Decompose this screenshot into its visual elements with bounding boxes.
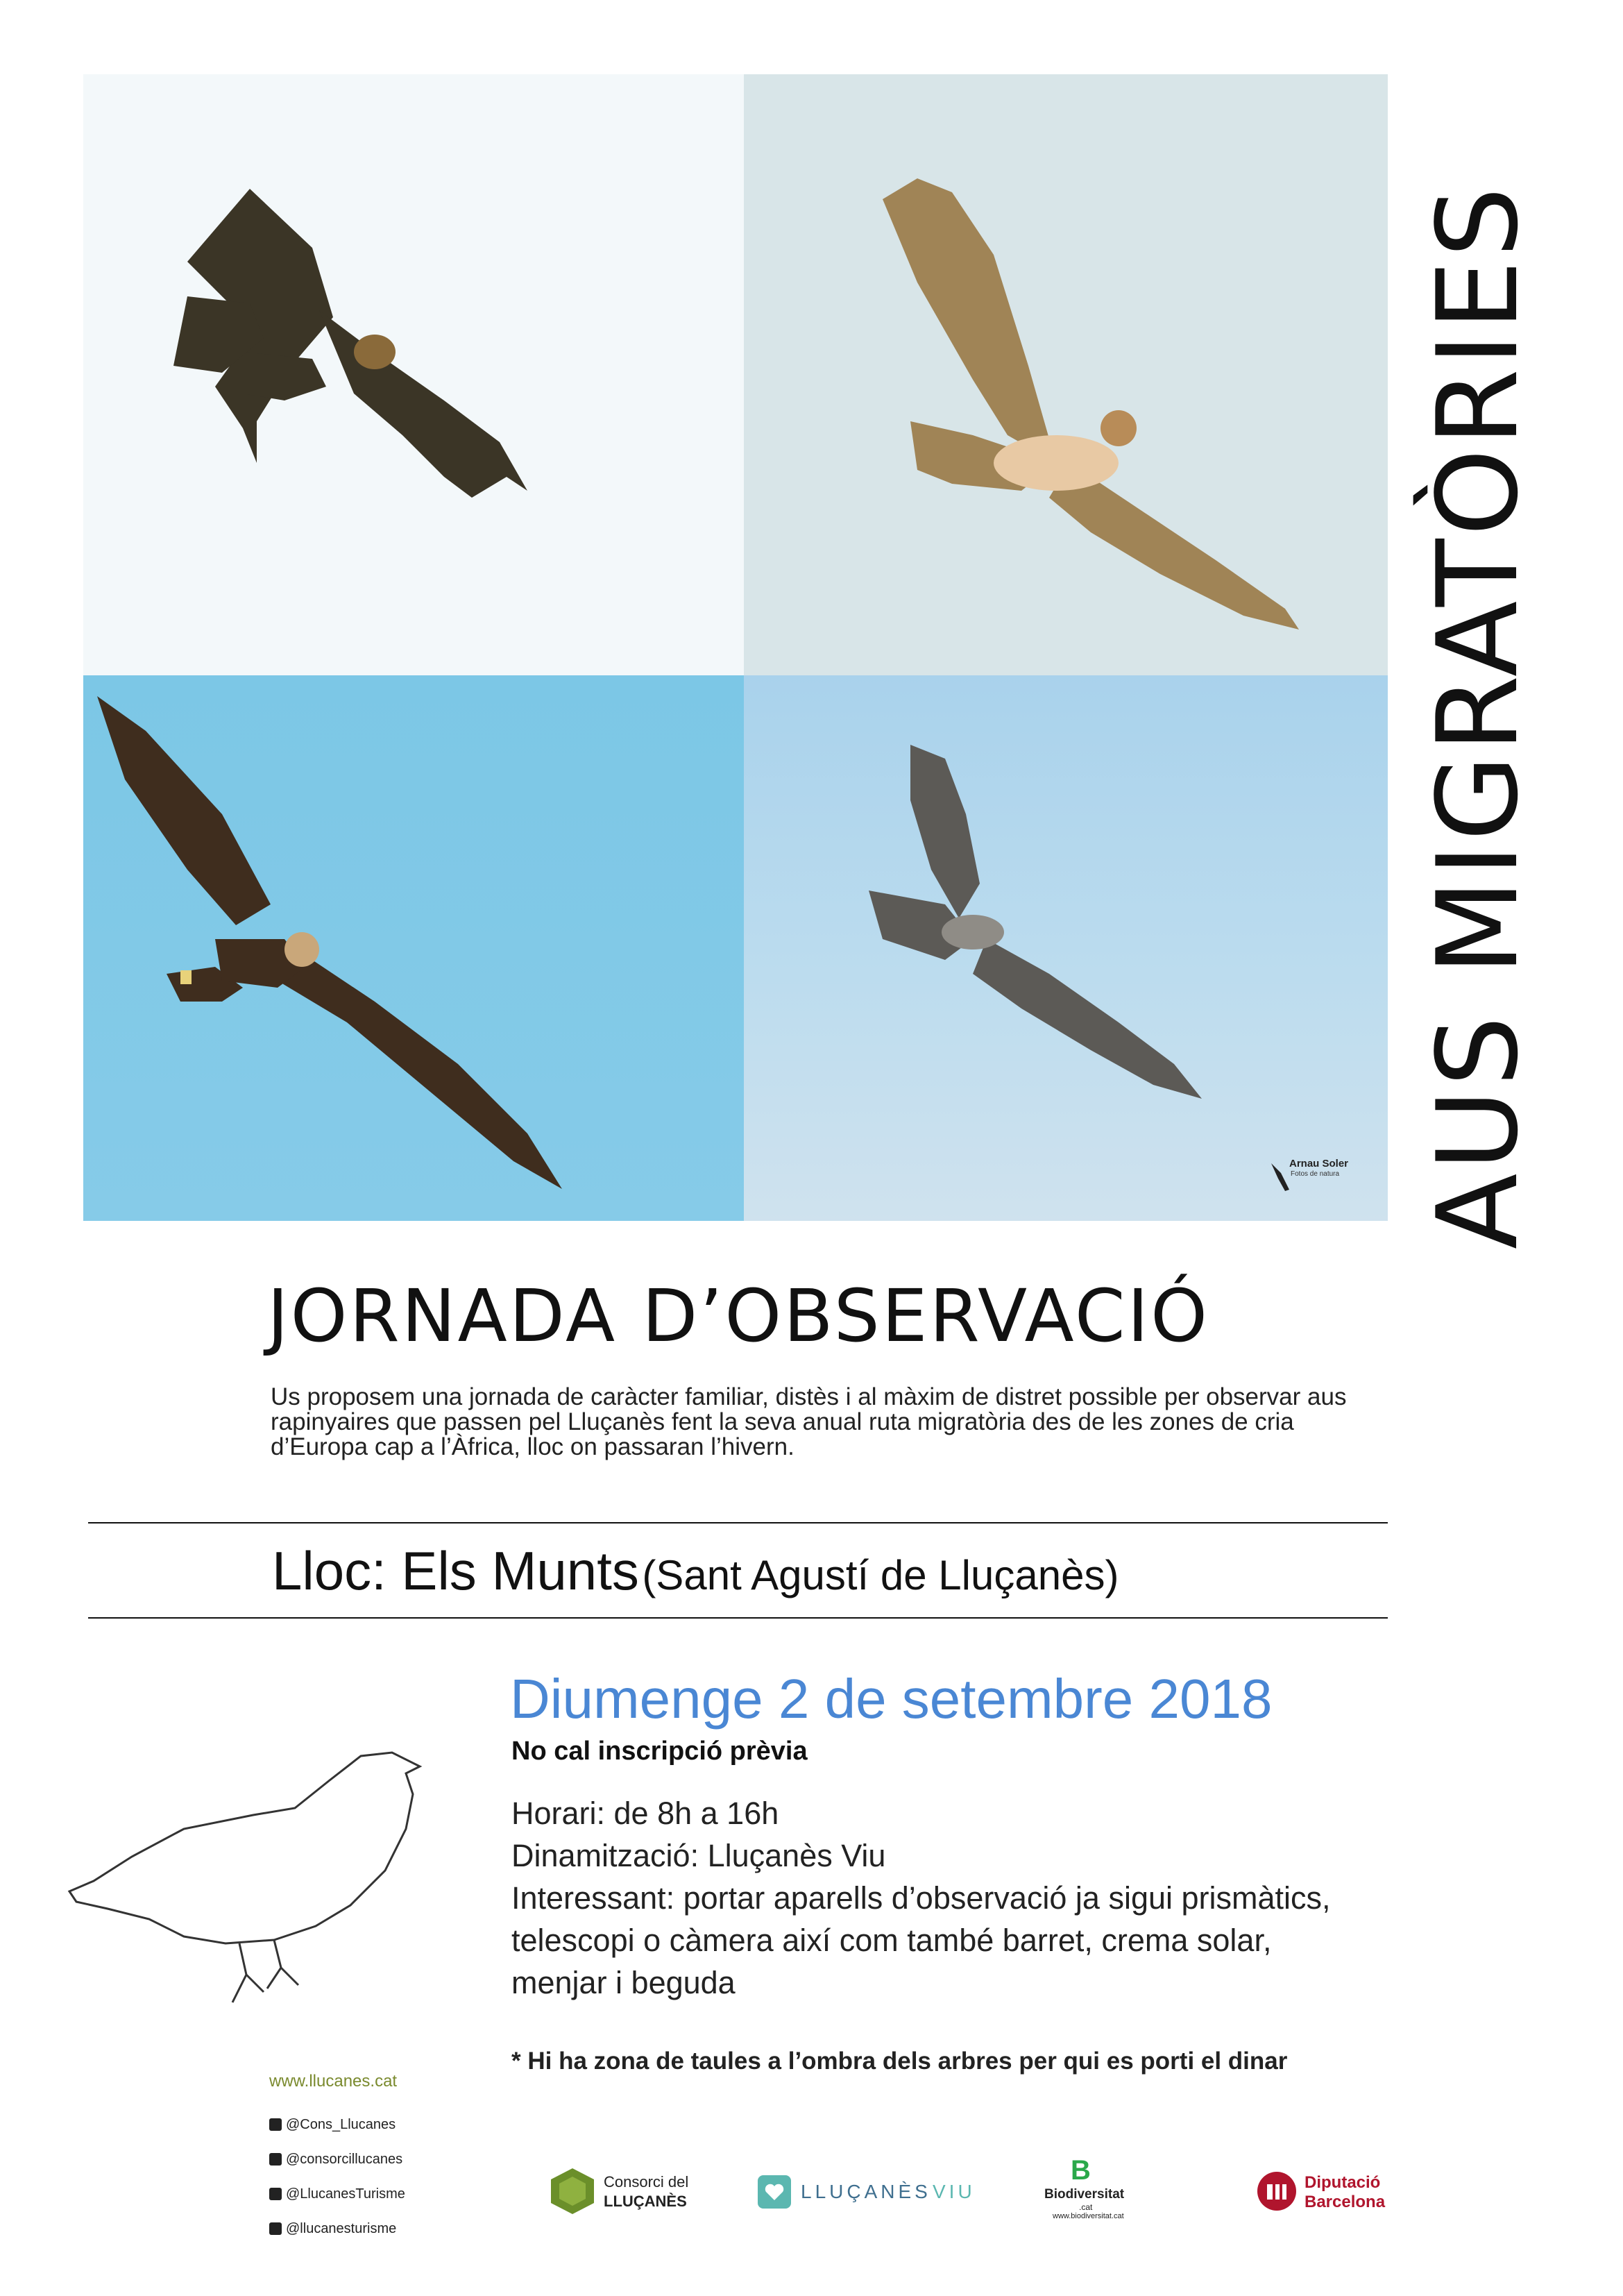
consorci-leaf-icon <box>548 2167 597 2215</box>
divider-bottom <box>88 1617 1388 1619</box>
facebook-icon <box>269 2188 282 2200</box>
instagram-icon <box>269 2222 282 2235</box>
raptor-silhouette-3 <box>83 675 744 1221</box>
bird-logo-icon <box>1270 1158 1291 1199</box>
social-facebook-consorci[interactable] <box>269 2152 402 2168</box>
diputacio-text-1: Diputació <box>1305 2173 1381 2192</box>
raptor-silhouette-1 <box>83 74 744 675</box>
social-handle: @consorcillucanes <box>286 2152 403 2167</box>
logo-diputacio-barcelona <box>1256 2163 1395 2219</box>
event-date: Diumenge 2 de setembre 2018 <box>510 1668 1273 1730</box>
divider-top <box>88 1522 1388 1523</box>
facebook-icon <box>269 2153 282 2166</box>
logo-llucanes-viu <box>758 2172 976 2211</box>
photo-raptor-1 <box>83 74 744 675</box>
consorci-text-2: LLUÇANÈS <box>604 2193 687 2210</box>
biodiversitat-cat: .cat <box>1079 2202 1093 2212</box>
intro-paragraph: Us proposem una jornada de caràcter familiar, distès i al màxim de distret possible per observar aus rapinyaires que passen pel Lluçanès fent la seva anual ruta migratòria des de les zones de cria d’Europa cap a l’Àfrica, lloc on passaran l’hivern. <box>271 1383 1347 1460</box>
biodiversitat-text: Biodiversitat <box>1044 2187 1125 2202</box>
consorci-text-1: Consorci del <box>604 2173 689 2191</box>
info-line: menjar i beguda <box>511 1965 736 2000</box>
location-town: (Sant Agustí de Lluçanès) <box>642 1552 1119 1598</box>
registration-note: No cal inscripció prèvia <box>511 1737 808 1766</box>
logo-biodiversitat <box>1044 2155 1176 2225</box>
bird-outline-icon <box>66 1739 441 2030</box>
social-handle: @llucanesturisme <box>286 2221 397 2236</box>
raptor-silhouette-2 <box>744 74 1388 675</box>
social-facebook-turisme[interactable] <box>269 2186 405 2202</box>
photo-credit-subtitle: Fotos de natura <box>1291 1170 1340 1178</box>
photo-raptor-4 <box>744 675 1388 1221</box>
info-line: Horari: de 8h a 16h <box>511 1796 779 1831</box>
info-line: Interessant: portar aparells d’observació ja sigui prismàtics, <box>511 1880 1331 1916</box>
vertical-title: AUS MIGRATÒRIES <box>1413 184 1543 1249</box>
biodiversitat-b-icon: B <box>1071 2155 1091 2186</box>
social-handle: @LlucanesTurisme <box>286 2186 405 2202</box>
location-name: Lloc: Els Munts <box>272 1540 639 1601</box>
llucanes-viu-text-b: VIU <box>933 2181 976 2202</box>
photo-raptor-3 <box>83 675 744 1221</box>
diputacio-seal-icon <box>1256 2170 1298 2212</box>
logo-consorci-llucanes <box>548 2163 708 2219</box>
heart-icon <box>758 2175 791 2209</box>
raptor-silhouette-4 <box>744 675 1388 1221</box>
social-instagram[interactable] <box>269 2221 396 2237</box>
llucanes-viu-text: LLUÇANÈS <box>801 2181 931 2202</box>
twitter-icon <box>269 2118 282 2131</box>
info-line: Dinamització: Lluçanès Viu <box>511 1838 886 1873</box>
photo-raptor-2 <box>744 74 1388 675</box>
location <box>272 1539 1119 1603</box>
social-twitter[interactable] <box>269 2117 396 2133</box>
biodiversitat-url: www.biodiversitat.cat <box>1053 2212 1124 2220</box>
photo-credit-name: Arnau Soler <box>1289 1158 1349 1170</box>
social-handle: @Cons_Llucanes <box>286 2117 396 2132</box>
page-title: JORNADA D’OBSERVACIÓ <box>267 1274 1209 1358</box>
diputacio-text-2: Barcelona <box>1305 2193 1386 2211</box>
picnic-note: * Hi ha zona de taules a l’ombra dels arbres per qui es porti el dinar <box>511 2048 1288 2075</box>
photo-credit <box>1270 1158 1381 1206</box>
website-link[interactable]: www.llucanes.cat <box>269 2072 398 2091</box>
info-line: telescopi o càmera així com també barret, crema solar, <box>511 1923 1272 1958</box>
